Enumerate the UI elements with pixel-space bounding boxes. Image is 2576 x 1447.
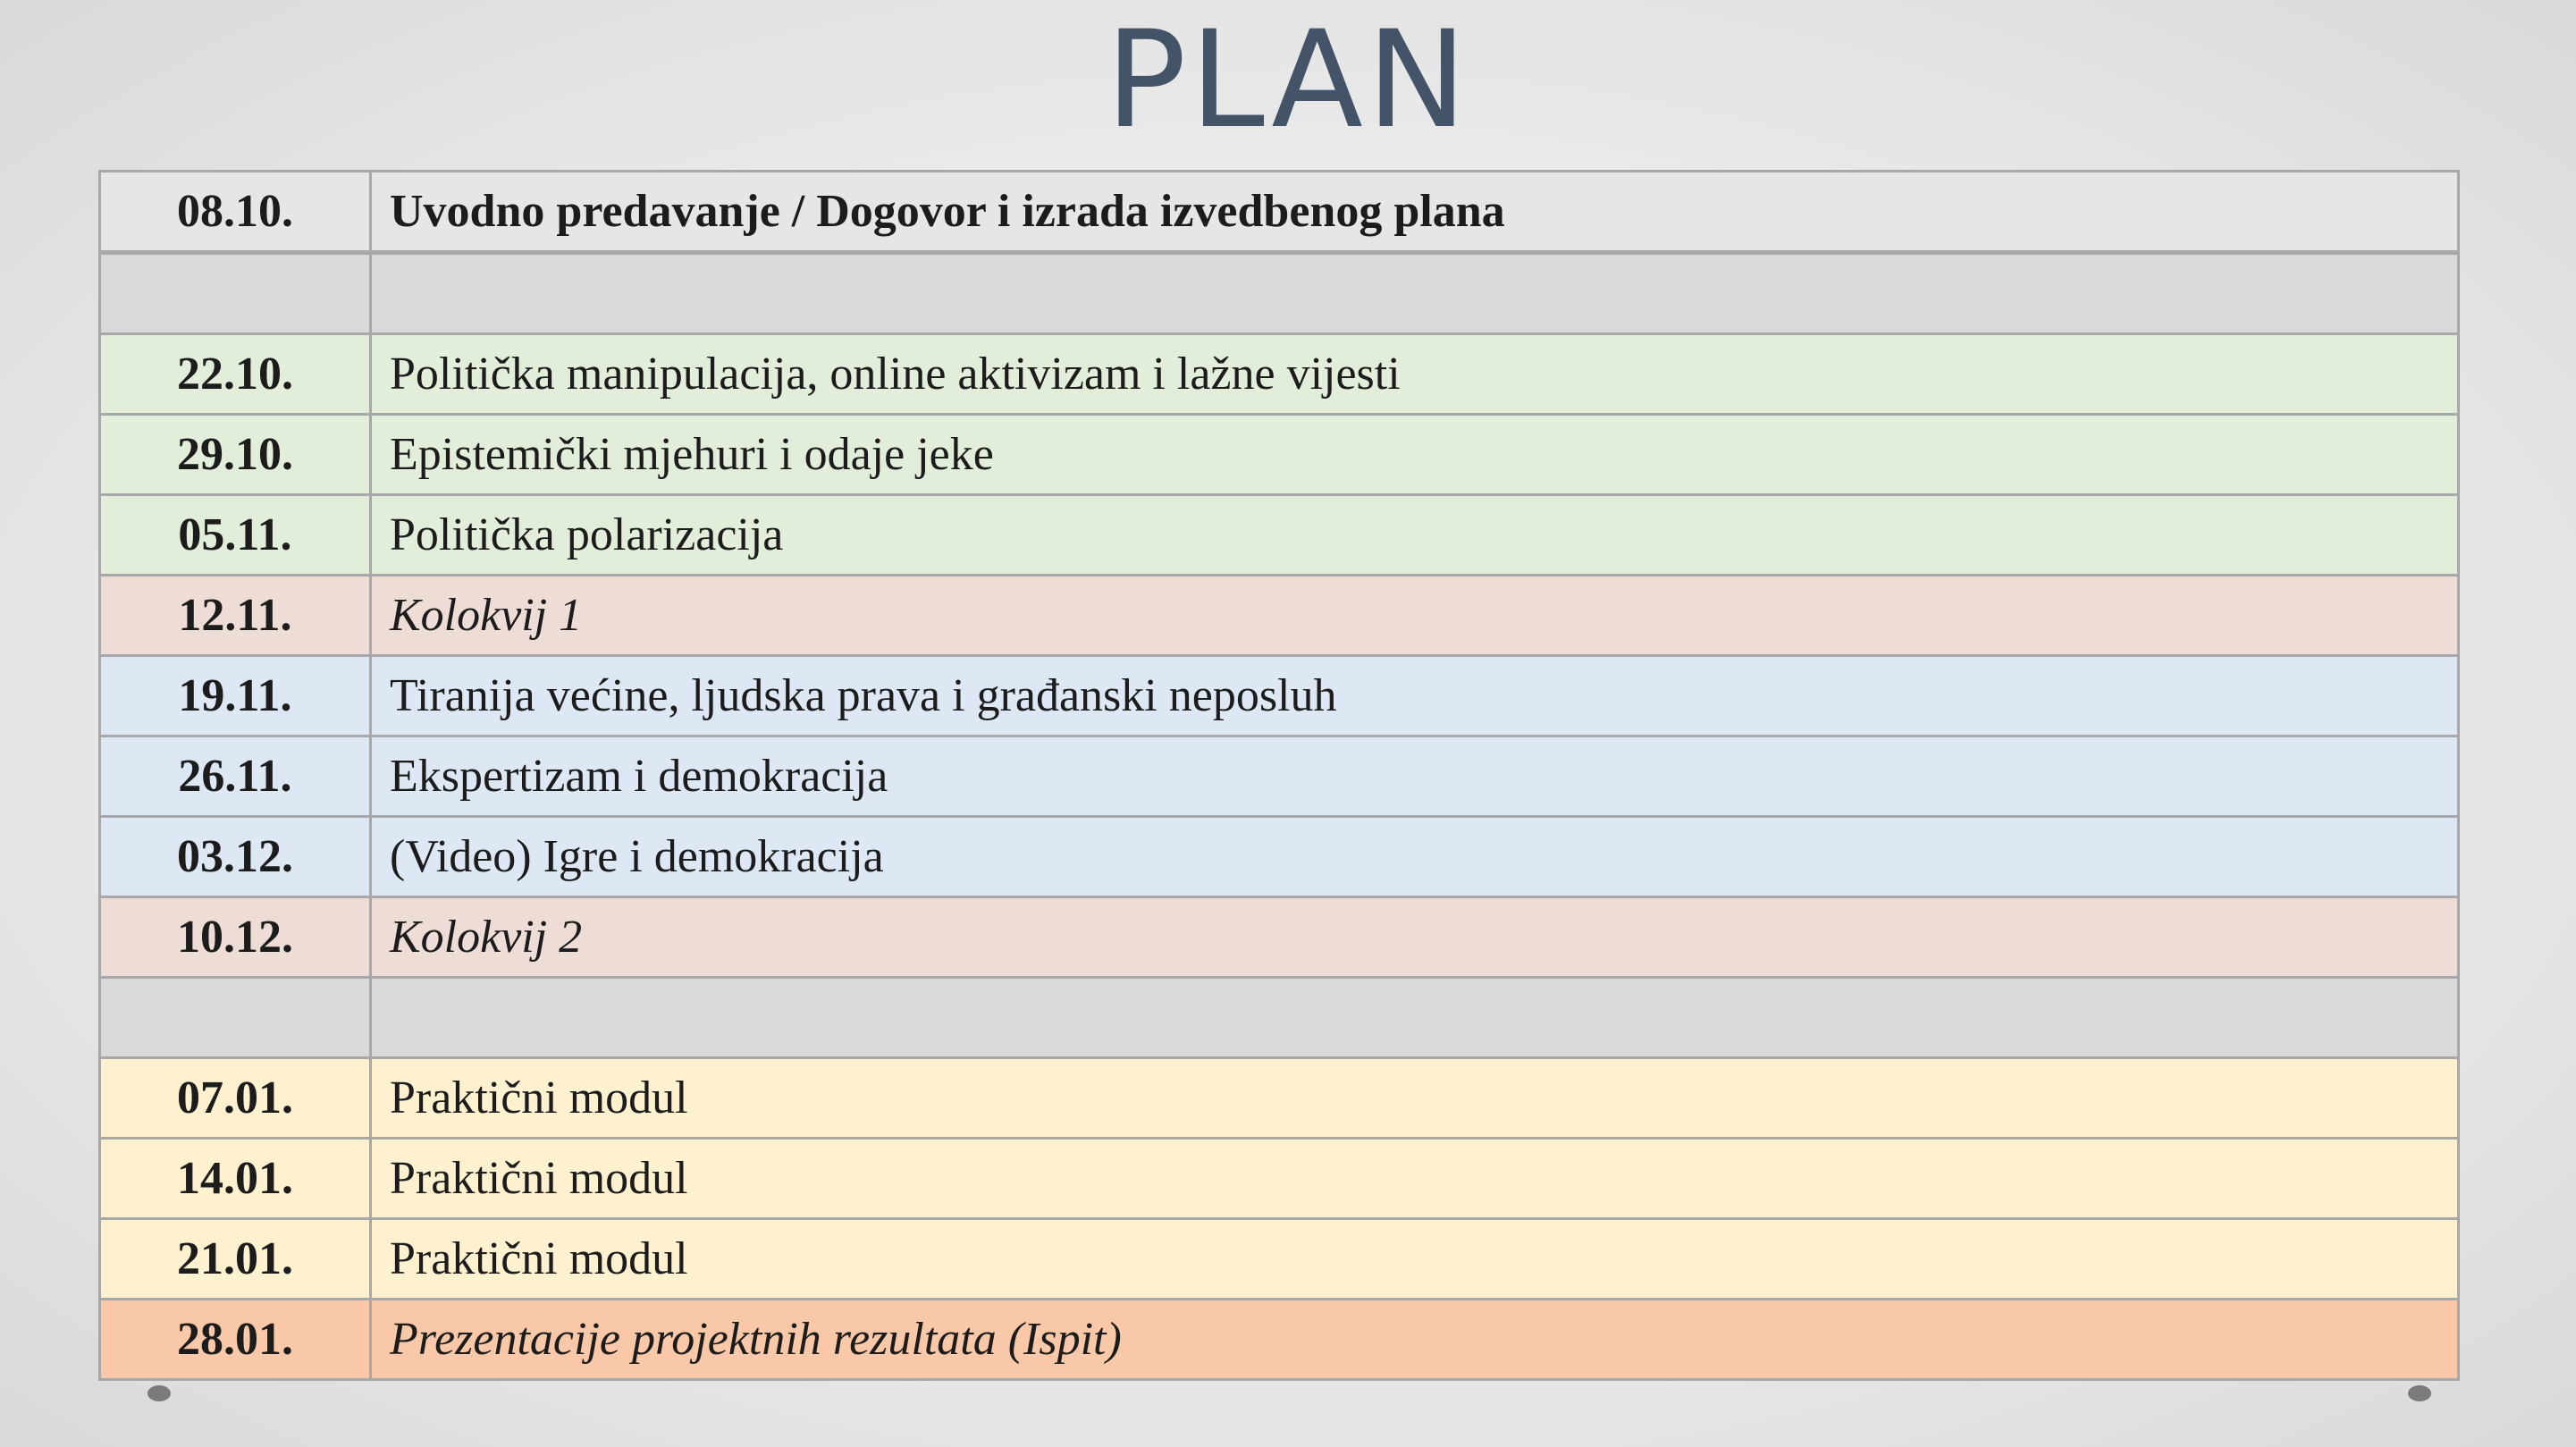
- slide-title: PLAN: [1105, 3, 1471, 158]
- date-cell: 07.01.: [100, 1058, 371, 1139]
- topic-cell: Tiranija većine, ljudska prava i građanski neposluh: [371, 656, 2459, 736]
- topic-cell: Praktični modul: [371, 1139, 2459, 1219]
- date-cell: 28.01.: [100, 1300, 371, 1380]
- table-row: [100, 334, 2459, 415]
- topic-cell: Ekspertizam i demokracija: [371, 736, 2459, 817]
- topic-cell: Praktični modul: [371, 1219, 2459, 1300]
- table-row: [100, 415, 2459, 495]
- date-cell: 10.12.: [100, 897, 371, 978]
- schedule-table: [98, 170, 2460, 1381]
- topic-cell: [371, 253, 2459, 334]
- topic-cell: Praktični modul: [371, 1058, 2459, 1139]
- table-row: [100, 1058, 2459, 1139]
- date-cell: 22.10.: [100, 334, 371, 415]
- date-cell: 26.11.: [100, 736, 371, 817]
- topic-cell: Politička manipulacija, online aktivizam i lažne vijesti: [371, 334, 2459, 415]
- topic-cell: Kolokvij 1: [371, 576, 2459, 656]
- table-row-exam: [100, 897, 2459, 978]
- date-cell: 21.01.: [100, 1219, 371, 1300]
- date-cell: 08.10.: [100, 172, 371, 253]
- table-row-header: [100, 172, 2459, 253]
- date-cell: [100, 978, 371, 1058]
- date-cell: 05.11.: [100, 495, 371, 576]
- table-row: [100, 817, 2459, 897]
- topic-cell: Politička polarizacija: [371, 495, 2459, 576]
- slide-nav-dot-left-icon[interactable]: [147, 1385, 171, 1401]
- topic-cell: Prezentacije projektnih rezultata (Ispit): [371, 1300, 2459, 1380]
- table-row-exam: [100, 576, 2459, 656]
- date-cell: [100, 253, 371, 334]
- topic-cell: Kolokvij 2: [371, 897, 2459, 978]
- table-row: [100, 495, 2459, 576]
- table-row-gap: [100, 253, 2459, 334]
- slide-nav-dot-right-icon[interactable]: [2408, 1385, 2431, 1401]
- topic-cell: (Video) Igre i demokracija: [371, 817, 2459, 897]
- table-row: [100, 1219, 2459, 1300]
- date-cell: 12.11.: [100, 576, 371, 656]
- topic-cell: [371, 978, 2459, 1058]
- date-cell: 19.11.: [100, 656, 371, 736]
- table-row: [100, 736, 2459, 817]
- table-row: [100, 656, 2459, 736]
- topic-cell: Epistemički mjehuri i odaje jeke: [371, 415, 2459, 495]
- date-cell: 29.10.: [100, 415, 371, 495]
- topic-cell: Uvodno predavanje / Dogovor i izrada izvedbenog plana: [371, 172, 2459, 253]
- table-row-final: [100, 1300, 2459, 1380]
- date-cell: 03.12.: [100, 817, 371, 897]
- table-row-gap: [100, 978, 2459, 1058]
- date-cell: 14.01.: [100, 1139, 371, 1219]
- table-row: [100, 1139, 2459, 1219]
